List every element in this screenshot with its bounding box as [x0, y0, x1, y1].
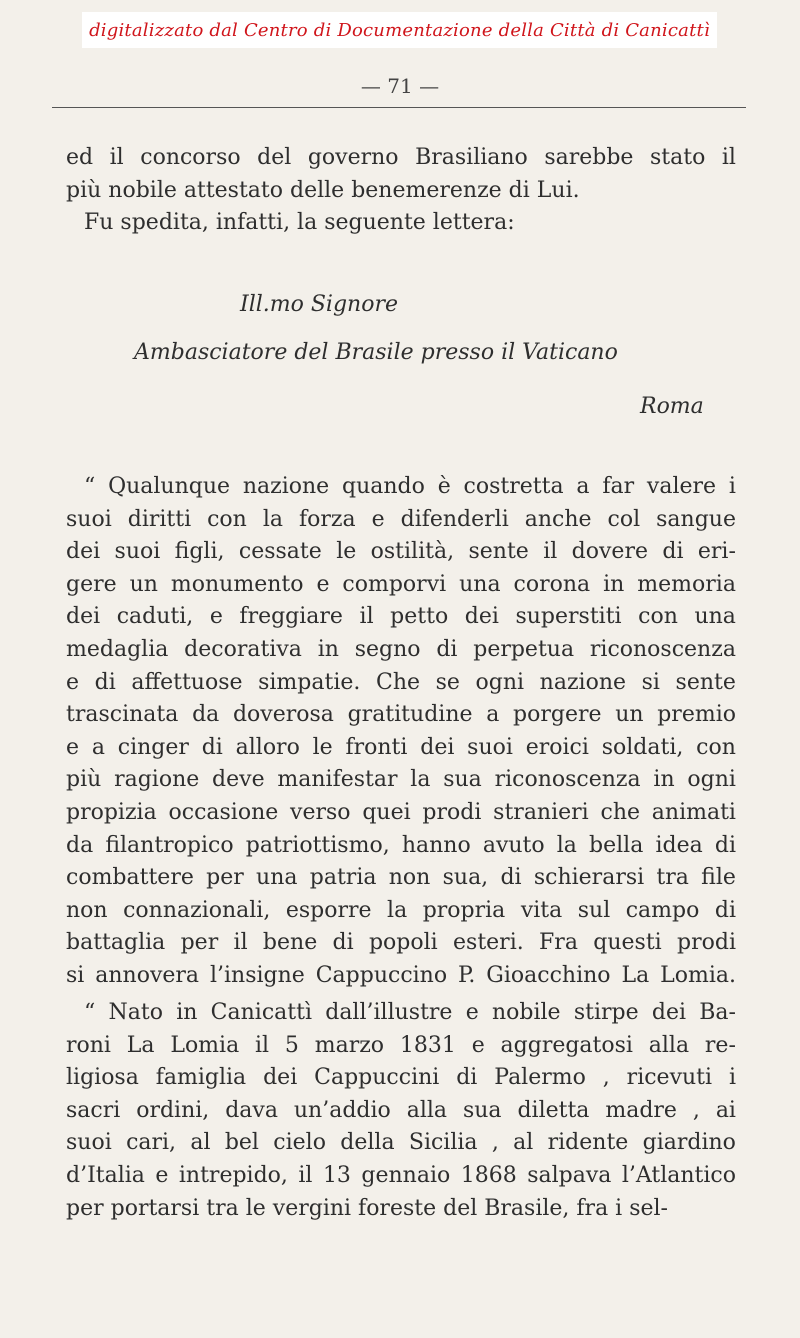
- text-line: non connazionali, esporre la propria vita sul campo di: [66, 897, 736, 923]
- address-recipient: Ambasciatore del Brasile presso il Vaticano: [134, 340, 618, 365]
- text-line: ligiosa famiglia dei Cappuccini di Palermo , ricevuti i: [66, 1065, 736, 1091]
- text-line: sacri ordini, dava un’addio alla sua diletta madre , ai: [66, 1097, 736, 1123]
- text-line: per portarsi tra le vergini foreste del Brasile, fra i sel-: [66, 1195, 668, 1221]
- letter-paragraph-2: [66, 997, 736, 1225]
- text-line: roni La Lomia il 5 marzo 1831 e aggregatosi alla re-: [66, 1032, 736, 1058]
- text-line: dei suoi figli, cessate le ostilità, sente il dovere di eri-: [66, 539, 736, 565]
- page-number: — 71 —: [360, 74, 440, 98]
- text-line: Fu spedita, infatti, la seguente lettera:: [84, 210, 515, 236]
- text-line: propizia occasione verso quei prodi stranieri che animati: [66, 799, 736, 825]
- text-line: più ragione deve manifestar la sua riconoscenza in ogni: [66, 767, 736, 793]
- header-rule: [52, 107, 746, 108]
- text-line: gere un monumento e comporvi una corona in memoria: [66, 571, 736, 597]
- text-line: battaglia per il bene di popoli esteri. Fra questi prodi: [66, 930, 736, 956]
- text-line: più nobile attestato delle benemerenze di Lui.: [66, 177, 580, 203]
- text-line: e di affettuose simpatie. Che se ogni nazione si sente: [66, 669, 736, 695]
- text-line: ed il concorso del governo Brasiliano sarebbe stato il: [66, 145, 736, 170]
- text-line: suoi cari, al bel cielo della Sicilia , al ridente giardino: [66, 1130, 736, 1156]
- text-line: si annovera l’insigne Cappuccino P. Gioacchino La Lomia.: [66, 962, 736, 988]
- watermark-banner: digitalizzato dal Centro di Documentazione della Città di Canicattì: [82, 12, 717, 48]
- address-city: Roma: [640, 394, 704, 419]
- text-line: dei caduti, e freggiare il petto dei superstiti con una: [66, 604, 736, 630]
- intro-paragraph: [66, 142, 736, 240]
- address-salutation: Ill.mo Signore: [240, 292, 398, 317]
- letter-paragraph-1: [66, 471, 736, 993]
- text-line: medaglia decorativa in segno di perpetua riconoscenza: [66, 636, 736, 662]
- text-line: combattere per una patria non sua, di schierarsi tra file: [66, 865, 736, 891]
- text-line: e a cinger di alloro le fronti dei suoi eroici soldati, con: [66, 734, 736, 760]
- text-line: da filantropico patriottismo, hanno avuto la bella idea di: [66, 832, 736, 858]
- text-line: suoi diritti con la forza e difenderli anche col sangue: [66, 506, 736, 532]
- text-line: “ Qualunque nazione quando è costretta a far valere i: [84, 474, 736, 499]
- text-line: “ Nato in Canicattì dall’illustre e nobile stirpe dei Ba-: [84, 1000, 736, 1025]
- text-line: d’Italia e intrepido, il 13 gennaio 1868 salpava l’Atlantico: [66, 1162, 736, 1188]
- text-line: trascinata da doverosa gratitudine a porgere un premio: [66, 702, 736, 728]
